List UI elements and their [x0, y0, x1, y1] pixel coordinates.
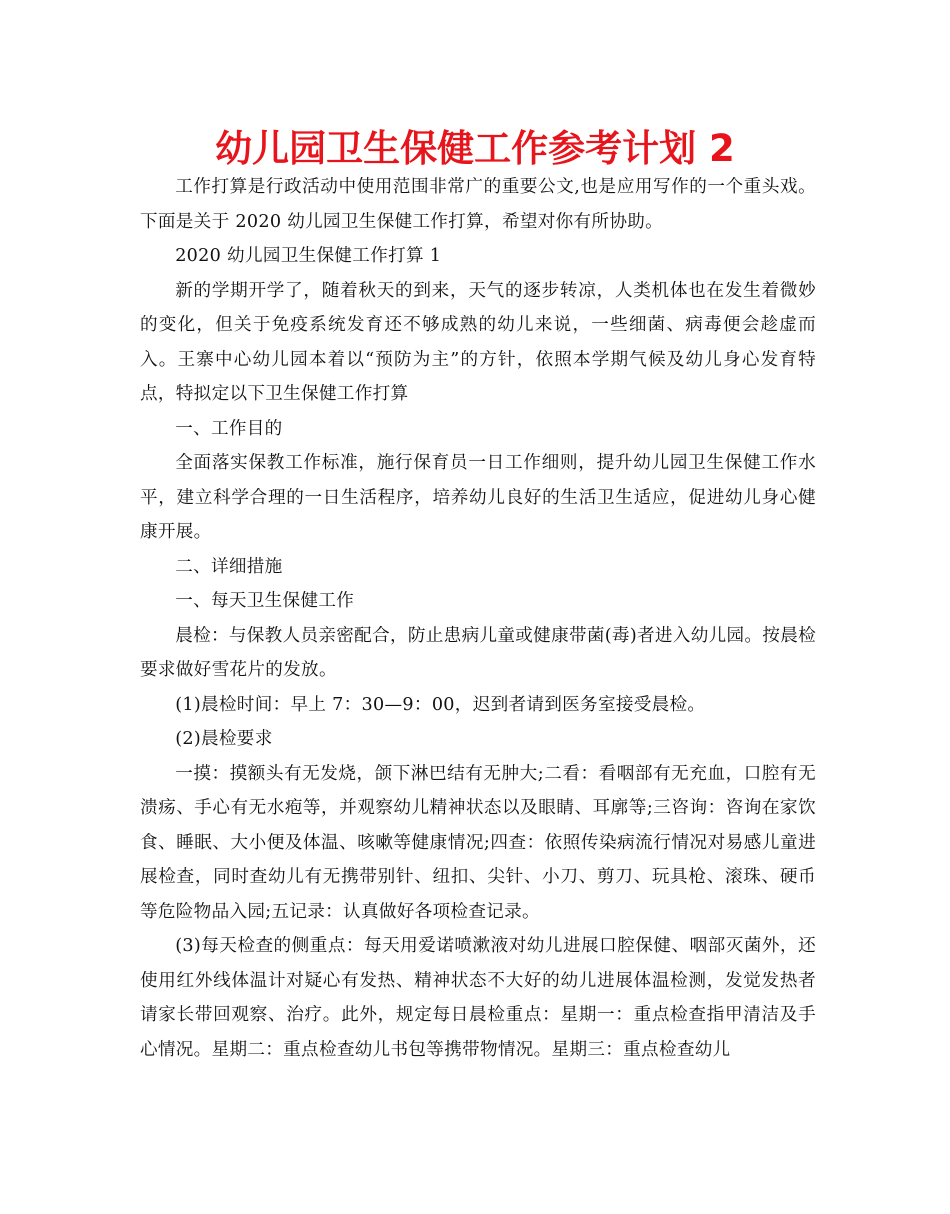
paragraph-background: 新的学期开学了，随着秋天的到来，天气的逐步转凉，人类机体也在发生着微妙的变化，但关于免疫系统发育还不够成熟的幼儿来说，一些细菌、病毒便会趁虚而入。王寨中心幼儿园本着以“预防为主”的方针，依照本学期气候及幼儿身心发育特点，特拟定以下卫生保健工作打算 [140, 280, 816, 404]
paragraph-morning-check: 晨检：与保教人员亲密配合，防止患病儿童或健康带菌(毒)者进入幼儿园。按晨检要求做好雪花片的发放。 [140, 625, 816, 680]
document-title: 幼儿园卫生保健工作参考计划 2 [215, 127, 735, 170]
section-heading-measures: 二、详细措施 [175, 556, 283, 577]
section-heading-goals: 一、工作目的 [175, 418, 283, 439]
paragraph-check-requirements-heading: (2)晨检要求 [175, 729, 273, 749]
paragraph-check-time: (1)晨检时间：早上 7：30—9：00，迟到者请到医务室接受晨检。 [175, 694, 706, 715]
paragraph-daily-focus: (3)每天检查的侧重点：每天用爱诺喷漱液对幼儿进展口腔保健、咽部灭菌外，还使用红外线体温计对疑心有发热、精神状态不大好的幼儿进展体温检测，发觉发热者请家长带回观察、治疗。此外，规定每日晨检重点：星期一：重点检查指甲清洁及手心情况。星期二：重点检查幼儿书包等携带物情况。星期三：重点检查幼儿 [140, 936, 816, 1060]
paragraph-plan-heading: 2020 幼儿园卫生保健工作打算 1 [175, 246, 442, 266]
paragraph-goals: 全面落实保教工作标准，施行保育员一日工作细则，提升幼儿园卫生保健工作水平，建立科学合理的一日生活程序，培养幼儿良好的生活卫生适应，促进幼儿身心健康开展。 [140, 453, 816, 542]
document-body [140, 170, 816, 1067]
paragraph-check-requirements: 一摸：摸额头有无发烧，颌下淋巴结有无肿大;二看：看咽部有无充血，口腔有无溃疡、手心有无水疱等，并观察幼儿精神状态以及眼睛、耳廓等;三咨询：咨询在家饮食、睡眠、大小便及体温、咳嗽等健康情况;四查：依照传染病流行情况对易感儿童进展检查，同时查幼儿有无携带别针、纽扣、尖针、小刀、剪刀、玩具枪、滚珠、硬币等危险物品入园;五记录：认真做好各项检查记录。 [140, 763, 816, 922]
subsection-heading-daily: 一、每天卫生保健工作 [175, 591, 355, 611]
paragraph-intro: 工作打算是行政活动中使用范围非常广的重要公文,也是应用写作的一个重头戏。下面是关于 2020 幼儿园卫生保健工作打算，希望对你有所协助。 [140, 177, 816, 232]
